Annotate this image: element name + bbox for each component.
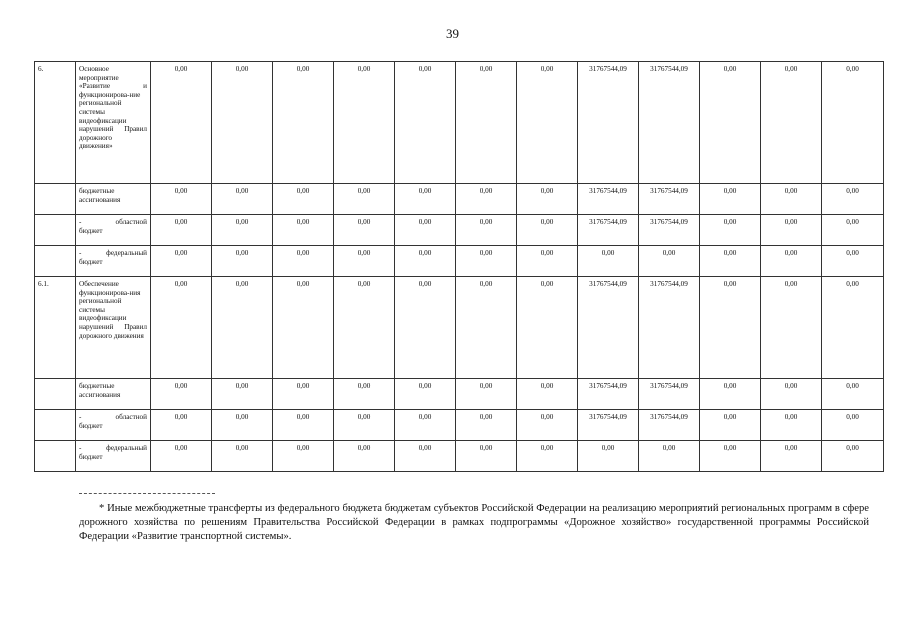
description-budget-type: областной: [115, 413, 147, 421]
description-budget-type: областной: [115, 218, 147, 226]
value-cell: 0,00: [456, 215, 517, 246]
value-cell: 0,00: [517, 410, 578, 441]
footnote-separator: [79, 493, 215, 494]
value-cell: 0,00: [273, 441, 334, 472]
value-cell: 0,00: [456, 62, 517, 184]
value-cell: 0,00: [761, 184, 822, 215]
value-cell: 0,00: [700, 246, 761, 277]
table-row: [35, 277, 884, 379]
description-dash: -: [79, 444, 82, 452]
table-row: [35, 441, 884, 472]
value-cell: 31767544,09: [578, 379, 639, 410]
value-cell: 0,00: [212, 441, 273, 472]
value-cell: 0,00: [456, 410, 517, 441]
value-cell: 0,00: [151, 215, 212, 246]
value-cell: 0,00: [395, 184, 456, 215]
value-cell: 0,00: [517, 215, 578, 246]
budget-table: [34, 61, 884, 472]
value-cell: 31767544,09: [578, 184, 639, 215]
row-description: [76, 246, 151, 277]
value-cell: 0,00: [639, 246, 700, 277]
value-cell: 31767544,09: [578, 215, 639, 246]
value-cell: 0,00: [761, 410, 822, 441]
row-index: [35, 410, 76, 441]
table-row: [35, 410, 884, 441]
value-cell: 0,00: [639, 441, 700, 472]
value-cell: 0,00: [151, 410, 212, 441]
row-description: Обеспечение функционирова-ния региональной системы видеофиксации нарушений Правил дорожного движения: [76, 277, 151, 379]
value-cell: 0,00: [517, 441, 578, 472]
row-description: Основное мероприятие «Развитие и функционирова-ние региональной системы видеофиксации нарушений Правил дорожного движения»: [76, 62, 151, 184]
value-cell: 0,00: [151, 277, 212, 379]
value-cell: 0,00: [395, 215, 456, 246]
description-budget-word: бюджет: [79, 226, 103, 235]
value-cell: 0,00: [761, 379, 822, 410]
value-cell: 0,00: [334, 184, 395, 215]
row-index: [35, 441, 76, 472]
value-cell: 0,00: [212, 246, 273, 277]
value-cell: 31767544,09: [639, 410, 700, 441]
value-cell: 0,00: [395, 379, 456, 410]
value-cell: 0,00: [822, 410, 884, 441]
value-cell: 0,00: [334, 441, 395, 472]
description-budget-word: бюджет: [79, 452, 103, 461]
row-index: 6.1.: [35, 277, 76, 379]
value-cell: 0,00: [212, 62, 273, 184]
value-cell: 0,00: [212, 215, 273, 246]
value-cell: 0,00: [700, 441, 761, 472]
description-dash: -: [79, 413, 82, 421]
value-cell: 31767544,09: [639, 379, 700, 410]
value-cell: 0,00: [700, 215, 761, 246]
value-cell: 0,00: [273, 215, 334, 246]
value-cell: 0,00: [517, 379, 578, 410]
row-description: бюджетные ассигнования: [76, 184, 151, 215]
value-cell: 0,00: [700, 184, 761, 215]
value-cell: 31767544,09: [639, 277, 700, 379]
page-number: 39: [446, 26, 459, 41]
value-cell: 0,00: [822, 441, 884, 472]
value-cell: 0,00: [700, 277, 761, 379]
value-cell: 31767544,09: [578, 410, 639, 441]
value-cell: 0,00: [273, 379, 334, 410]
value-cell: 0,00: [822, 215, 884, 246]
value-cell: 0,00: [273, 277, 334, 379]
value-cell: 0,00: [273, 62, 334, 184]
description-dash: -: [79, 218, 82, 226]
row-index: [35, 246, 76, 277]
value-cell: 0,00: [273, 184, 334, 215]
value-cell: 0,00: [395, 410, 456, 441]
value-cell: 0,00: [456, 379, 517, 410]
value-cell: 0,00: [334, 277, 395, 379]
value-cell: 31767544,09: [578, 62, 639, 184]
row-index: 6.: [35, 62, 76, 184]
table-row: [35, 246, 884, 277]
value-cell: 0,00: [517, 277, 578, 379]
description-budget-word: бюджет: [79, 257, 103, 266]
value-cell: 0,00: [334, 379, 395, 410]
row-description: бюджетные ассигнования: [76, 379, 151, 410]
value-cell: 0,00: [151, 184, 212, 215]
row-index: [35, 215, 76, 246]
value-cell: 0,00: [273, 246, 334, 277]
row-description: [76, 410, 151, 441]
table-row: [35, 379, 884, 410]
table-row: [35, 62, 884, 184]
row-description: [76, 441, 151, 472]
value-cell: 0,00: [151, 62, 212, 184]
value-cell: 0,00: [517, 184, 578, 215]
value-cell: 0,00: [700, 62, 761, 184]
value-cell: 0,00: [456, 246, 517, 277]
value-cell: 0,00: [700, 379, 761, 410]
value-cell: 0,00: [761, 441, 822, 472]
value-cell: 0,00: [761, 246, 822, 277]
value-cell: 0,00: [212, 184, 273, 215]
value-cell: 0,00: [212, 410, 273, 441]
value-cell: 0,00: [822, 184, 884, 215]
value-cell: 0,00: [822, 379, 884, 410]
value-cell: 0,00: [151, 246, 212, 277]
value-cell: 31767544,09: [639, 184, 700, 215]
value-cell: 0,00: [761, 277, 822, 379]
value-cell: 0,00: [822, 277, 884, 379]
row-index: [35, 184, 76, 215]
value-cell: 0,00: [212, 379, 273, 410]
value-cell: 0,00: [151, 441, 212, 472]
value-cell: 0,00: [395, 62, 456, 184]
value-cell: 0,00: [334, 246, 395, 277]
value-cell: 0,00: [517, 62, 578, 184]
value-cell: 0,00: [822, 62, 884, 184]
description-budget-word: бюджет: [79, 421, 103, 430]
value-cell: 0,00: [456, 277, 517, 379]
table-body: [35, 62, 884, 472]
value-cell: 31767544,09: [639, 62, 700, 184]
table-row: [35, 215, 884, 246]
table-row: [35, 184, 884, 215]
value-cell: 0,00: [212, 277, 273, 379]
value-cell: 0,00: [151, 379, 212, 410]
value-cell: 0,00: [517, 246, 578, 277]
footnote: * Иные межбюджетные трансферты из федерального бюджета бюджетам субъектов Российской Федерации на реализацию мероприятий региональных программ в сфере дорожного хозяйства по решениям Правительства Российской Федерации в рамках подпрограммы «Дорожное хозяйство» государственной программы Российской Федерации «Развитие транспортной системы».: [79, 503, 869, 542]
value-cell: 0,00: [334, 62, 395, 184]
row-index: [35, 379, 76, 410]
value-cell: 0,00: [273, 410, 334, 441]
value-cell: 0,00: [334, 410, 395, 441]
description-dash: -: [79, 249, 82, 257]
description-budget-type: федеральный: [106, 444, 147, 452]
value-cell: 31767544,09: [639, 215, 700, 246]
value-cell: 0,00: [700, 410, 761, 441]
value-cell: 0,00: [395, 246, 456, 277]
description-budget-type: федеральный: [106, 249, 147, 257]
value-cell: 0,00: [761, 62, 822, 184]
value-cell: 0,00: [761, 215, 822, 246]
value-cell: 0,00: [822, 246, 884, 277]
value-cell: 0,00: [456, 184, 517, 215]
value-cell: 31767544,09: [578, 277, 639, 379]
value-cell: 0,00: [334, 215, 395, 246]
value-cell: 0,00: [578, 441, 639, 472]
value-cell: 0,00: [578, 246, 639, 277]
row-description: [76, 215, 151, 246]
value-cell: 0,00: [395, 441, 456, 472]
value-cell: 0,00: [456, 441, 517, 472]
value-cell: 0,00: [395, 277, 456, 379]
